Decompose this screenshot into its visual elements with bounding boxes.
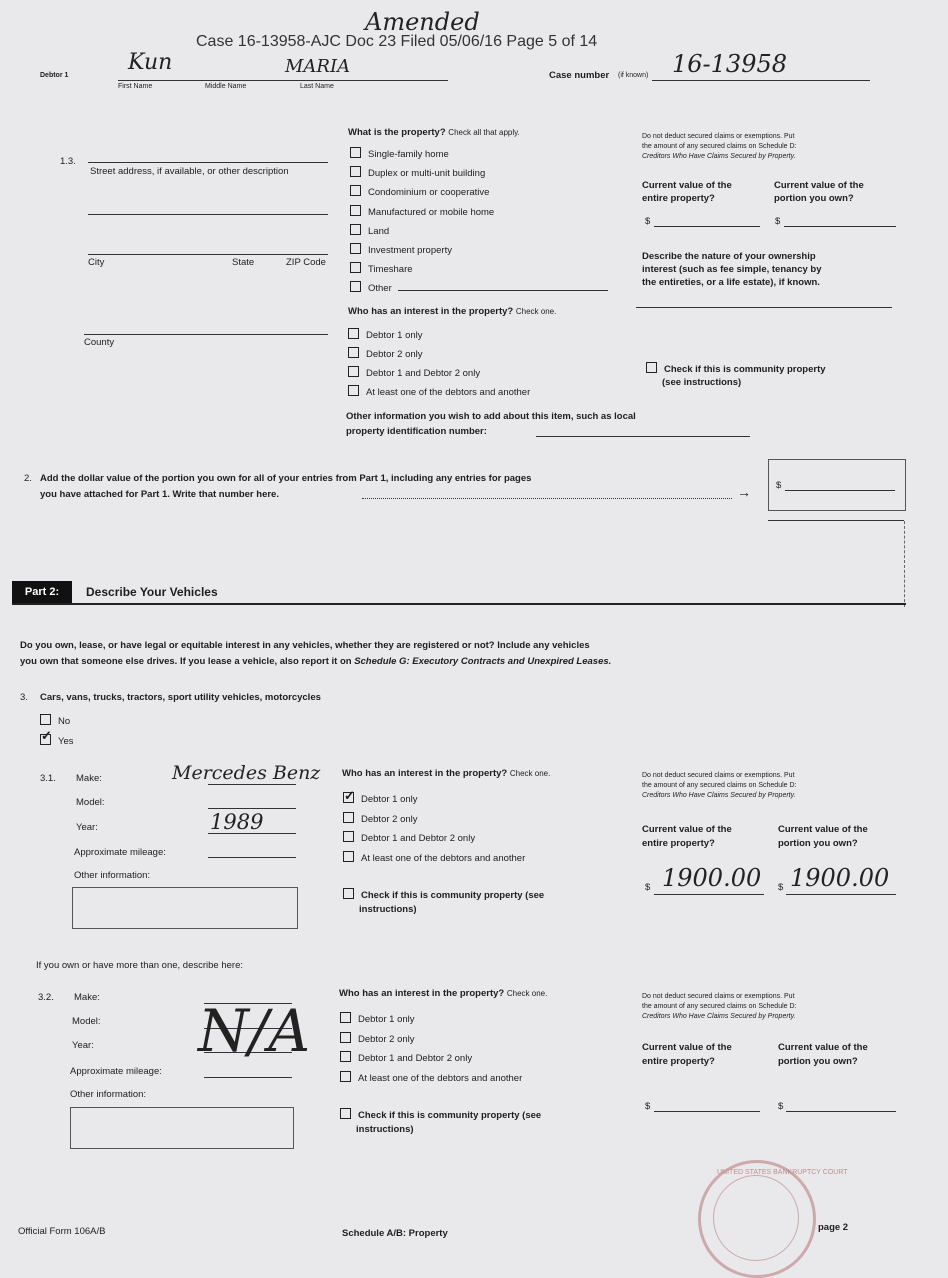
deduct-note-2: the amount of any secured claims on Schedule D:: [642, 782, 797, 789]
item-1-3-number: 1.3.: [60, 156, 76, 167]
dollar-sign: $: [776, 480, 782, 491]
q3-no[interactable]: No: [40, 714, 70, 727]
checkbox[interactable]: [343, 888, 354, 899]
current-entire-2: entire property?: [642, 193, 715, 204]
option-land[interactable]: Land: [350, 222, 494, 241]
nature-2: interest (such as fee simple, tenancy by: [642, 264, 822, 275]
community-property-3-2[interactable]: Check if this is community property (see: [340, 1108, 541, 1121]
interest-debtor2[interactable]: Debtor 2 only: [343, 810, 525, 830]
vehicle-3-2-number: 3.2.: [38, 992, 54, 1003]
make-label: Make:: [74, 992, 100, 1003]
footer-schedule: Schedule A/B: Property: [342, 1228, 448, 1239]
year-label: Year:: [72, 1040, 94, 1051]
dollar-sign: $: [778, 1101, 784, 1112]
model-label: Model:: [72, 1016, 101, 1027]
checkbox[interactable]: [348, 385, 359, 396]
current-portion-1: Current value of the: [778, 824, 868, 835]
interest-another[interactable]: At least one of the debtors and another: [343, 849, 525, 869]
what-is-property: What is the property? Check all that apply.: [348, 127, 520, 138]
current-portion-1: Current value of the: [774, 180, 864, 191]
interest-debtor2[interactable]: Debtor 2 only: [340, 1030, 522, 1050]
checkbox[interactable]: [350, 205, 361, 216]
property-type-options: [350, 145, 494, 299]
deduct-note-1: Do not deduct secured claims or exemptions. Put: [642, 772, 795, 779]
item-2-number: 2.: [24, 473, 32, 484]
option-timeshare[interactable]: Timeshare: [350, 260, 494, 279]
make-handwritten: Mercedes Benz: [172, 762, 321, 784]
vehicle-3-1-number: 3.1.: [40, 773, 56, 784]
q3-yes[interactable]: ✓Yes: [40, 734, 74, 747]
interest-options-3-1: [343, 790, 525, 868]
dollar-sign: $: [645, 216, 651, 227]
interest-debtor2[interactable]: Debtor 2 only: [348, 345, 530, 364]
entire-value-handwritten: 1900.00: [662, 864, 762, 892]
part-2-label: Part 2:: [12, 581, 72, 603]
item-2-text-2: you have attached for Part 1. Write that number here.: [40, 489, 279, 500]
other-info-label: Other information:: [74, 870, 151, 881]
total-value-box[interactable]: [768, 459, 906, 511]
deduct-note-1: Do not deduct secured claims or exemptions. Put: [642, 133, 795, 140]
current-portion-2: portion you own?: [778, 1056, 858, 1067]
arrow-icon: →: [737, 484, 751, 500]
court-seal-icon: UNITED STATES BANKRUPTCY COURT: [698, 1160, 816, 1278]
dollar-sign: $: [645, 882, 651, 893]
year-label: Year:: [76, 822, 98, 833]
checkbox[interactable]: [350, 224, 361, 235]
checkbox[interactable]: [350, 166, 361, 177]
item-2-text-1: Add the dollar value of the portion you own for all of your entries from Part 1, including any entries for pages: [40, 473, 532, 484]
na-handwritten: N/A: [198, 997, 311, 1065]
current-entire-1: Current value of the: [642, 1042, 732, 1053]
other-info-label-2: property identification number:: [346, 426, 487, 437]
dollar-sign: $: [778, 882, 784, 893]
interest-debtor1[interactable]: ✓Debtor 1 only: [343, 790, 525, 810]
checkbox-checked[interactable]: [343, 792, 354, 803]
option-duplex[interactable]: Duplex or multi-unit building: [350, 164, 494, 183]
checkbox[interactable]: [340, 1012, 351, 1023]
amended-handwritten: Amended: [365, 8, 480, 36]
dollar-sign: $: [645, 1101, 651, 1112]
community-sub-3-1: instructions): [359, 904, 417, 915]
year-handwritten: 1989: [210, 810, 264, 834]
q3-text: Cars, vans, trucks, tractors, sport utility vehicles, motorcycles: [40, 692, 321, 703]
checkbox[interactable]: [646, 362, 657, 373]
current-portion-2: portion you own?: [778, 838, 858, 849]
community-property-3-1[interactable]: Check if this is community property (see: [343, 888, 544, 901]
checkbox[interactable]: [350, 262, 361, 273]
middle-name-caption: Middle Name: [205, 83, 247, 90]
more-than-one-label: If you own or have more than one, describe here:: [36, 960, 244, 971]
deduct-note-2: the amount of any secured claims on Schedule D:: [642, 143, 797, 150]
option-single-family[interactable]: Single-family home: [350, 145, 494, 164]
deduct-note-1: Do not deduct secured claims or exemptions. Put: [642, 993, 795, 1000]
nature-1: Describe the nature of your ownership: [642, 251, 816, 262]
checkbox[interactable]: [343, 831, 354, 842]
part-2-title: Describe Your Vehicles: [86, 585, 218, 599]
option-other[interactable]: Other: [350, 279, 494, 298]
part-2-intro-1: Do you own, lease, or have legal or equitable interest in any vehicles, whether they are registered or not? Include any vehicles: [20, 640, 590, 651]
other-info-box[interactable]: [70, 1107, 294, 1149]
current-entire-1: Current value of the: [642, 180, 732, 191]
community-sub-3-2: instructions): [356, 1124, 414, 1135]
who-has-interest-1-3: Who has an interest in the property? Check one.: [348, 306, 557, 317]
checkbox[interactable]: [350, 243, 361, 254]
current-portion-2: portion you own?: [774, 193, 854, 204]
option-manufactured[interactable]: Manufactured or mobile home: [350, 203, 494, 222]
deduct-note-2: the amount of any secured claims on Schedule D:: [642, 1003, 797, 1010]
case-number-label: Case number: [549, 70, 610, 81]
current-entire-2: entire property?: [642, 1056, 715, 1067]
checkbox[interactable]: [348, 366, 359, 377]
interest-debtor1[interactable]: Debtor 1 only: [340, 1010, 522, 1030]
community-sub-1-3: (see instructions): [662, 377, 742, 388]
checkbox[interactable]: [340, 1032, 351, 1043]
checkbox-checked[interactable]: [40, 734, 51, 745]
checkbox[interactable]: [348, 328, 359, 339]
checkbox[interactable]: [340, 1071, 351, 1082]
other-info-label: Other information you wish to add about this item, such as local: [346, 411, 636, 422]
deduct-note-3: Creditors Who Have Claims Secured by Property.: [642, 792, 796, 799]
first-name-caption: First Name: [118, 83, 153, 90]
city-caption: City: [88, 257, 105, 268]
street-caption: Street address, if available, or other description: [90, 166, 289, 177]
checkbox[interactable]: [350, 147, 361, 158]
nature-3: the entireties, or a life estate), if known.: [642, 277, 820, 288]
interest-both[interactable]: Debtor 1 and Debtor 2 only: [343, 829, 525, 849]
interest-debtor1[interactable]: Debtor 1 only: [348, 326, 530, 345]
checkbox[interactable]: [350, 281, 361, 292]
deduct-note-3: Creditors Who Have Claims Secured by Property.: [642, 153, 796, 160]
checkbox[interactable]: [348, 347, 359, 358]
checkbox[interactable]: [340, 1051, 351, 1062]
interest-another[interactable]: At least one of the debtors and another: [348, 383, 530, 402]
who-has-interest-3-2: Who has an interest in the property? Check one.: [339, 988, 548, 999]
option-investment[interactable]: Investment property: [350, 241, 494, 260]
part-2-intro-2: you own that someone else drives. If you lease a vehicle, also report it on Schedule G: Executory Contracts and Unexpired Leases.: [20, 656, 612, 667]
checkbox[interactable]: [340, 1108, 351, 1119]
debtor-first-name: Kun: [128, 50, 173, 75]
state-caption: State: [232, 257, 255, 268]
option-condominium[interactable]: Condominium or cooperative: [350, 183, 494, 202]
make-label: Make:: [76, 773, 102, 784]
zip-caption: ZIP Code: [286, 257, 326, 268]
other-info-label: Other information:: [70, 1089, 147, 1100]
case-number-sub: (if known): [618, 72, 649, 79]
deduct-note-3: Creditors Who Have Claims Secured by Property.: [642, 1013, 796, 1020]
footer-form: Official Form 106A/B: [18, 1226, 106, 1237]
dollar-sign: $: [775, 216, 781, 227]
current-entire-2: entire property?: [642, 838, 715, 849]
model-label: Model:: [76, 797, 105, 808]
interest-options-3-2: [340, 1010, 522, 1088]
interest-both[interactable]: Debtor 1 and Debtor 2 only: [348, 364, 530, 383]
interest-another[interactable]: At least one of the debtors and another: [340, 1069, 522, 1089]
footer-page: page 2: [818, 1222, 849, 1233]
mileage-label: Approximate mileage:: [70, 1066, 162, 1077]
checkbox[interactable]: [343, 812, 354, 823]
who-has-interest-3-1: Who has an interest in the property? Check one.: [342, 768, 551, 779]
current-portion-1: Current value of the: [778, 1042, 868, 1053]
case-header: Case 16-13958-AJC Doc 23 Filed 05/06/16 Page 5 of 14: [196, 33, 598, 50]
q3-number: 3.: [20, 692, 28, 703]
case-number-handwritten: 16-13958: [672, 50, 787, 78]
county-caption: County: [84, 337, 115, 348]
checkbox[interactable]: [40, 714, 51, 725]
portion-value-handwritten: 1900.00: [790, 864, 890, 892]
interest-both[interactable]: Debtor 1 and Debtor 2 only: [340, 1049, 522, 1069]
current-entire-1: Current value of the: [642, 824, 732, 835]
mileage-label: Approximate mileage:: [74, 847, 166, 858]
debtor-label: Debtor 1: [40, 72, 69, 79]
last-name-caption: Last Name: [300, 83, 334, 90]
community-property-1-3[interactable]: Check if this is community property: [646, 362, 826, 375]
checkbox[interactable]: [343, 851, 354, 862]
checkbox[interactable]: [350, 185, 361, 196]
other-info-box[interactable]: [72, 887, 298, 929]
debtor-last-name: MARIA: [285, 56, 351, 77]
interest-options-1-3: [348, 326, 530, 402]
